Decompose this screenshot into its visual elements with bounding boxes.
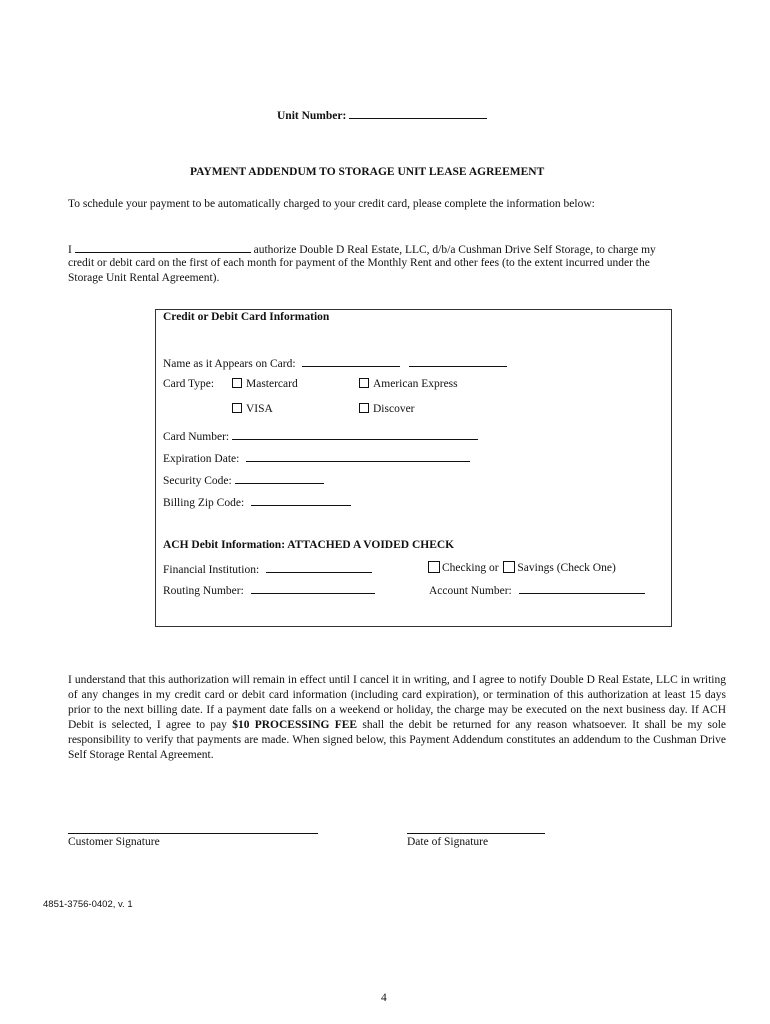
financial-institution-field[interactable] <box>266 561 372 573</box>
authorization-text: authorize Double D Real Estate, LLC, d/b/a Cushman Drive Self Storage, to charge my <box>253 244 656 256</box>
discover-checkbox[interactable] <box>359 403 369 413</box>
security-code-field[interactable] <box>235 472 324 484</box>
card-number-field[interactable] <box>232 428 478 440</box>
card-number-row <box>163 428 478 443</box>
mastercard-label: Mastercard <box>246 378 298 390</box>
expiration-field[interactable] <box>246 450 470 462</box>
checking-checkbox[interactable] <box>428 561 440 573</box>
card-type-mastercard[interactable] <box>232 378 298 390</box>
card-type-label: Card Type: <box>163 378 215 390</box>
account-number-row <box>429 582 645 597</box>
card-type-discover[interactable] <box>359 403 415 415</box>
amex-checkbox[interactable] <box>359 378 369 388</box>
visa-checkbox[interactable] <box>232 403 242 413</box>
authorization-line-2: credit or debit card on the first of each month for payment of the Monthly Rent and other fees (to the extent incurred under the <box>68 257 650 269</box>
amex-label: American Express <box>373 378 458 390</box>
card-name-last-field[interactable] <box>409 355 507 367</box>
customer-signature-label: Customer Signature <box>68 836 160 848</box>
authorization-line-1 <box>68 241 656 256</box>
routing-number-row <box>163 582 375 597</box>
unit-number-field[interactable] <box>349 107 487 119</box>
date-of-signature-line[interactable] <box>407 833 545 834</box>
authorization-prefix: I <box>68 244 72 256</box>
document-id: 4851-3756-0402, v. 1 <box>43 899 133 910</box>
account-number-field[interactable] <box>519 582 645 594</box>
ach-section-heading: ACH Debit Information: ATTACHED A VOIDED CHECK <box>163 539 455 551</box>
billing-zip-field[interactable] <box>251 494 351 506</box>
card-type-amex[interactable] <box>359 378 458 390</box>
expiration-label: Expiration Date: <box>163 453 240 465</box>
page-number: 4 <box>381 992 387 1004</box>
card-name-label: Name as it Appears on Card: <box>163 358 296 370</box>
card-number-label: Card Number: <box>163 431 230 443</box>
account-type-row <box>428 561 616 574</box>
checking-label: Checking or <box>442 562 499 574</box>
financial-institution-row <box>163 561 372 576</box>
unit-number-row <box>277 107 487 122</box>
document-title: PAYMENT ADDENDUM TO STORAGE UNIT LEASE AGREEMENT <box>190 166 545 178</box>
routing-number-label: Routing Number: <box>163 585 244 597</box>
routing-number-field[interactable] <box>251 582 375 594</box>
security-code-row <box>163 472 324 487</box>
card-name-first-field[interactable] <box>302 355 400 367</box>
terms-text-before: I understand that this authorization will remain in effect until I cancel it in writing, and I agree to notify Double D Real Estate, LLC in writing of any changes in my credit card or debit card information (including card expiration), or termination of this authorization at least 15 days prior to the next billing date. If a payment date falls on a weekend or holiday, the charge may be executed on the next business day. If ACH Debit is selected, I agree to pay <box>68 674 726 731</box>
savings-checkbox[interactable] <box>503 561 515 573</box>
card-type-visa[interactable] <box>232 403 273 415</box>
date-of-signature-label: Date of Signature <box>407 836 489 848</box>
authorizer-name-field[interactable] <box>75 241 251 253</box>
visa-label: VISA <box>246 403 273 415</box>
security-code-label: Security Code: <box>163 475 232 487</box>
card-section-heading: Credit or Debit Card Information <box>163 311 330 323</box>
discover-label: Discover <box>373 403 415 415</box>
expiration-row <box>163 450 470 465</box>
unit-number-label: Unit Number: <box>277 110 347 122</box>
intro-text: To schedule your payment to be automatically charged to your credit card, please complete the information below: <box>68 198 595 210</box>
processing-fee: $10 PROCESSING FEE <box>232 719 358 731</box>
account-number-label: Account Number: <box>429 585 512 597</box>
billing-zip-row <box>163 494 351 509</box>
customer-signature-line[interactable] <box>68 833 318 834</box>
authorization-line-3: Storage Unit Rental Agreement). <box>68 272 220 284</box>
mastercard-checkbox[interactable] <box>232 378 242 388</box>
billing-zip-label: Billing Zip Code: <box>163 497 245 509</box>
savings-label: Savings (Check One) <box>517 562 616 574</box>
terms-paragraph <box>68 673 726 763</box>
card-name-row <box>163 355 507 370</box>
financial-institution-label: Financial Institution: <box>163 564 260 576</box>
terms-text-after: shall the debit be returned for any reason whatsoever. It shall be my sole responsibility to verify that payments are made. When signed below, this Payment Addendum constitutes an addendum to the Cushman Drive Self Storage Rental Agreement. <box>68 719 727 761</box>
